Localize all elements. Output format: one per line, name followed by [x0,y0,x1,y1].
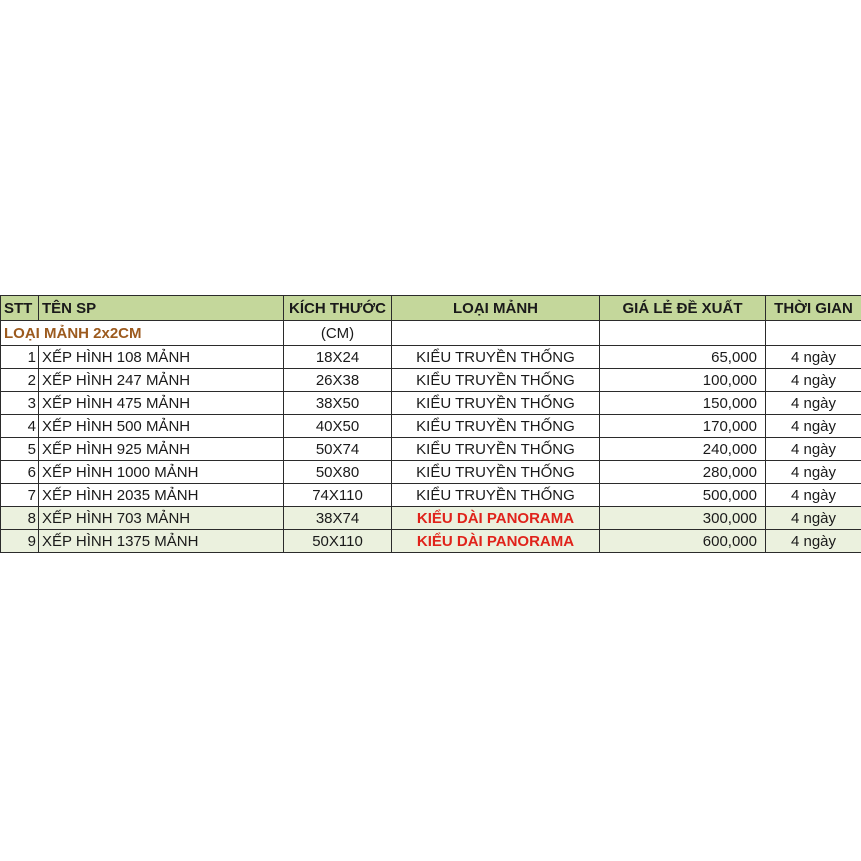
row-type: KIỂU TRUYỀN THỐNG [392,369,600,392]
row-price: 240,000 [600,438,766,461]
section-label: LOẠI MẢNH 2x2CM [1,321,284,346]
row-price: 65,000 [600,346,766,369]
row-stt: 1 [1,346,39,369]
row-time: 4 ngày [766,392,861,415]
header-type: LOẠI MẢNH [392,296,600,321]
table-row [1,484,861,507]
row-size: 50X110 [284,530,392,553]
row-stt: 4 [1,415,39,438]
row-size: 26X38 [284,369,392,392]
table-row [1,415,861,438]
table-row [1,369,861,392]
row-stt: 8 [1,507,39,530]
row-type: KIỂU TRUYỀN THỐNG [392,461,600,484]
price-table [0,295,861,553]
row-name: XẾP HÌNH 475 MẢNH [39,392,284,415]
row-price: 170,000 [600,415,766,438]
row-type: KIỂU TRUYỀN THỐNG [392,484,600,507]
row-type: KIỂU TRUYỀN THỐNG [392,415,600,438]
row-name: XẾP HÌNH 108 MẢNH [39,346,284,369]
header-name: TÊN SP [39,296,284,321]
row-size: 38X74 [284,507,392,530]
row-type: KIỂU TRUYỀN THỐNG [392,346,600,369]
header-size: KÍCH THƯỚC [284,296,392,321]
row-name: XẾP HÌNH 703 MẢNH [39,507,284,530]
row-name: XẾP HÌNH 247 MẢNH [39,369,284,392]
row-time: 4 ngày [766,530,861,553]
header-time: THỜI GIAN [766,296,861,321]
row-size: 50X74 [284,438,392,461]
table-row [1,530,861,553]
row-time: 4 ngày [766,438,861,461]
row-size: 40X50 [284,415,392,438]
header-stt: STT [1,296,39,321]
section-empty-type [392,321,600,346]
row-time: 4 ngày [766,415,861,438]
table-row [1,438,861,461]
row-type: KIỂU TRUYỀN THỐNG [392,392,600,415]
row-time: 4 ngày [766,484,861,507]
row-type: KIỂU TRUYỀN THỐNG [392,438,600,461]
row-size: 50X80 [284,461,392,484]
row-price: 300,000 [600,507,766,530]
row-name: XẾP HÌNH 1000 MẢNH [39,461,284,484]
row-time: 4 ngày [766,461,861,484]
row-price: 150,000 [600,392,766,415]
row-name: XẾP HÌNH 2035 MẢNH [39,484,284,507]
row-name: XẾP HÌNH 1375 MẢNH [39,530,284,553]
table-row [1,461,861,484]
section-row [1,321,861,346]
row-stt: 6 [1,461,39,484]
row-type: KIỂU DÀI PANORAMA [392,507,600,530]
table-row [1,507,861,530]
row-stt: 3 [1,392,39,415]
table-row [1,346,861,369]
row-stt: 7 [1,484,39,507]
row-time: 4 ngày [766,507,861,530]
row-price: 500,000 [600,484,766,507]
header-row [1,296,861,321]
header-price: GIÁ LẺ ĐỀ XUẤT [600,296,766,321]
section-empty-price [600,321,766,346]
row-size: 74X110 [284,484,392,507]
row-stt: 2 [1,369,39,392]
row-price: 100,000 [600,369,766,392]
table-row [1,392,861,415]
row-name: XẾP HÌNH 500 MẢNH [39,415,284,438]
section-empty-time [766,321,861,346]
row-stt: 9 [1,530,39,553]
row-time: 4 ngày [766,369,861,392]
row-stt: 5 [1,438,39,461]
row-price: 600,000 [600,530,766,553]
row-price: 280,000 [600,461,766,484]
row-name: XẾP HÌNH 925 MẢNH [39,438,284,461]
row-size: 38X50 [284,392,392,415]
row-size: 18X24 [284,346,392,369]
row-time: 4 ngày [766,346,861,369]
size-unit: (CM) [284,321,392,346]
row-type: KIỂU DÀI PANORAMA [392,530,600,553]
